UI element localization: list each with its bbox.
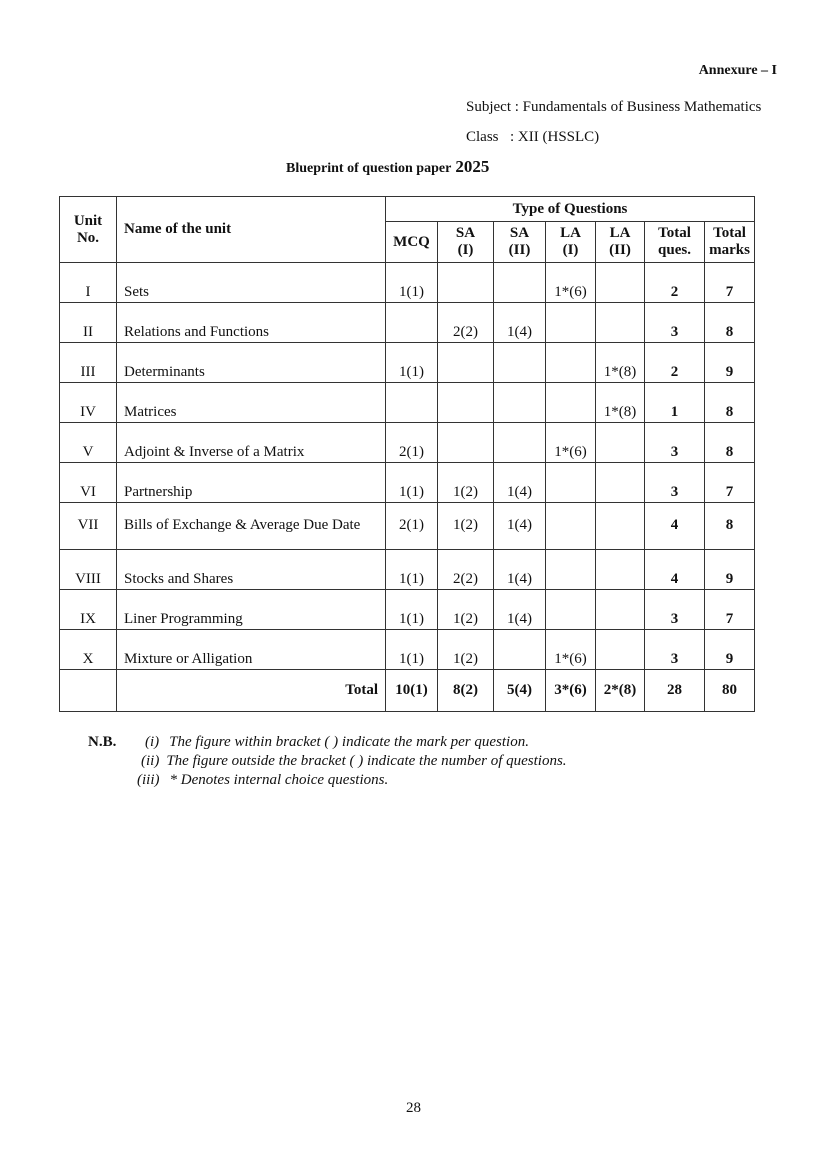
unit-name-cell: Matrices (117, 383, 386, 423)
cell-sa1 (438, 343, 494, 383)
cell-tq: 2 (645, 263, 705, 303)
subheader-cell (386, 222, 438, 263)
subheader-cell (596, 222, 645, 263)
table-row (60, 383, 755, 423)
cell-tm: 8 (705, 423, 755, 463)
cell-tq: 4 (645, 550, 705, 590)
cell-mcq: 1(1) (386, 263, 438, 303)
cell-la2 (596, 463, 645, 503)
cell-la2 (596, 550, 645, 590)
cell-mcq (386, 383, 438, 423)
cell-tm: 7 (705, 463, 755, 503)
table-row (60, 463, 755, 503)
cell-sa1: 2(2) (438, 550, 494, 590)
cell-sa2 (494, 423, 546, 463)
cell-sa1: 1(2) (438, 630, 494, 670)
unit-number-cell: VI (60, 463, 117, 503)
cell-tq: 3 (645, 590, 705, 630)
total-tm: 80 (705, 670, 755, 712)
subheader-line2: (II) (609, 242, 631, 258)
cell-la2 (596, 303, 645, 343)
cell-sa2: 1(4) (494, 550, 546, 590)
subheader-line1: LA (560, 225, 581, 241)
unit-number-cell: IV (60, 383, 117, 423)
annexure-label: Annexure – I (698, 63, 777, 78)
cell-la1 (546, 343, 596, 383)
cell-tq: 4 (645, 503, 705, 550)
table-row (60, 263, 755, 303)
class-value: : XII (HSSLC) (510, 129, 600, 145)
cell-la2 (596, 630, 645, 670)
note-text: * Denotes internal choice questions. (169, 772, 389, 788)
note-number: (iii) (137, 772, 160, 788)
cell-tq: 3 (645, 303, 705, 343)
total-sa2: 5(4) (494, 670, 546, 712)
unit-name-cell: Relations and Functions (117, 303, 386, 343)
table-row (60, 303, 755, 343)
subheader-line2: (I) (457, 242, 474, 258)
cell-la1 (546, 550, 596, 590)
cell-sa1: 1(2) (438, 463, 494, 503)
cell-mcq: 2(1) (386, 503, 438, 550)
table-row (60, 343, 755, 383)
unit-name-cell: Partnership (117, 463, 386, 503)
subheader-cell (705, 222, 755, 263)
cell-sa1 (438, 383, 494, 423)
cell-tq: 3 (645, 630, 705, 670)
cell-sa2 (494, 383, 546, 423)
cell-la1: 1*(6) (546, 263, 596, 303)
cell-la2 (596, 263, 645, 303)
table-row (60, 550, 755, 590)
note-item (137, 772, 388, 789)
subheader-line1: Total (658, 225, 691, 241)
total-la2: 2*(8) (596, 670, 645, 712)
cell-mcq: 1(1) (386, 550, 438, 590)
header-unit-line2: No. (76, 229, 100, 246)
cell-tm: 9 (705, 630, 755, 670)
cell-la1 (546, 590, 596, 630)
subheader-line2: (I) (562, 242, 579, 258)
cell-mcq: 1(1) (386, 590, 438, 630)
cell-tq: 2 (645, 343, 705, 383)
total-tq: 28 (645, 670, 705, 712)
title-year: 2025 (455, 157, 490, 176)
note-text: The figure within bracket ( ) indicate the mark per question. (169, 734, 529, 750)
subheader-line1: MCQ (393, 233, 430, 250)
header-unit-no (60, 197, 117, 263)
class-label: Class (466, 129, 499, 145)
cell-la2 (596, 423, 645, 463)
cell-sa2: 1(4) (494, 303, 546, 343)
unit-number-cell: V (60, 423, 117, 463)
cell-la1 (546, 463, 596, 503)
cell-tq: 3 (645, 463, 705, 503)
cell-sa2 (494, 263, 546, 303)
unit-number-cell: I (60, 263, 117, 303)
page-number: 28 (406, 1100, 421, 1116)
cell-tm: 8 (705, 383, 755, 423)
cell-la1: 1*(6) (546, 423, 596, 463)
unit-number-cell: X (60, 630, 117, 670)
note-item (141, 753, 567, 770)
total-empty-cell (60, 670, 117, 712)
unit-name-cell: Bills of Exchange & Average Due Date (117, 503, 386, 550)
cell-la2 (596, 590, 645, 630)
cell-tm: 7 (705, 590, 755, 630)
unit-number-cell: III (60, 343, 117, 383)
table-body (60, 263, 755, 712)
cell-la2: 1*(8) (596, 383, 645, 423)
cell-sa2: 1(4) (494, 590, 546, 630)
subheader-line1: LA (609, 225, 631, 241)
cell-mcq: 1(1) (386, 630, 438, 670)
unit-name-cell: Mixture or Alligation (117, 630, 386, 670)
unit-name-cell: Adjoint & Inverse of a Matrix (117, 423, 386, 463)
class-line (466, 129, 599, 146)
unit-number-cell: IX (60, 590, 117, 630)
subject-line: Subject : Fundamentals of Business Mathematics (466, 99, 762, 115)
total-row (60, 670, 755, 712)
total-label: Total (117, 670, 386, 712)
subheader-line1: SA (455, 225, 476, 241)
cell-la2 (596, 503, 645, 550)
table-row (60, 590, 755, 630)
cell-la1 (546, 383, 596, 423)
subheader-line2: (II) (508, 242, 531, 258)
header-type-of-questions: Type of Questions (386, 197, 755, 222)
cell-mcq: 1(1) (386, 343, 438, 383)
subheader-cell (645, 222, 705, 263)
page-title (286, 157, 489, 177)
nb-label: N.B. (88, 734, 117, 750)
cell-tq: 1 (645, 383, 705, 423)
table-row (60, 503, 755, 550)
total-sa1: 8(2) (438, 670, 494, 712)
cell-sa2: 1(4) (494, 503, 546, 550)
table-row (60, 630, 755, 670)
subheader-cell (438, 222, 494, 263)
cell-la1: 1*(6) (546, 630, 596, 670)
subheader-cell (546, 222, 596, 263)
unit-name-cell: Determinants (117, 343, 386, 383)
note-text: The figure outside the bracket ( ) indicate the number of questions. (166, 753, 567, 769)
unit-name-cell: Sets (117, 263, 386, 303)
cell-sa1 (438, 423, 494, 463)
cell-la2: 1*(8) (596, 343, 645, 383)
unit-name-cell: Stocks and Shares (117, 550, 386, 590)
cell-tm: 8 (705, 303, 755, 343)
table-row (60, 423, 755, 463)
title-text: Blueprint of question paper (286, 161, 452, 176)
cell-la1 (546, 503, 596, 550)
unit-number-cell: VIII (60, 550, 117, 590)
cell-tm: 9 (705, 343, 755, 383)
unit-name-cell: Liner Programming (117, 590, 386, 630)
cell-la1 (546, 303, 596, 343)
unit-number-cell: VII (60, 503, 117, 550)
total-mcq: 10(1) (386, 670, 438, 712)
cell-sa1 (438, 263, 494, 303)
subheader-line1: SA (509, 225, 530, 241)
cell-tm: 9 (705, 550, 755, 590)
cell-mcq: 1(1) (386, 463, 438, 503)
cell-tm: 8 (705, 503, 755, 550)
subheader-cell (494, 222, 546, 263)
subheader-line2: marks (709, 242, 750, 258)
cell-sa2 (494, 343, 546, 383)
cell-mcq: 2(1) (386, 423, 438, 463)
blueprint-table (59, 196, 755, 712)
cell-sa1: 2(2) (438, 303, 494, 343)
note-number: (i) (145, 734, 160, 750)
subheader-line2: ques. (658, 242, 691, 258)
cell-sa2: 1(4) (494, 463, 546, 503)
note-number: (ii) (141, 753, 160, 769)
cell-tm: 7 (705, 263, 755, 303)
total-la1: 3*(6) (546, 670, 596, 712)
cell-sa1: 1(2) (438, 503, 494, 550)
cell-mcq (386, 303, 438, 343)
header-unit-name: Name of the unit (117, 197, 386, 263)
cell-sa1: 1(2) (438, 590, 494, 630)
subheader-line1: Total (713, 225, 746, 241)
note-item (145, 734, 529, 751)
cell-tq: 3 (645, 423, 705, 463)
cell-sa2 (494, 630, 546, 670)
unit-number-cell: II (60, 303, 117, 343)
header-unit-line1: Unit (73, 212, 103, 229)
